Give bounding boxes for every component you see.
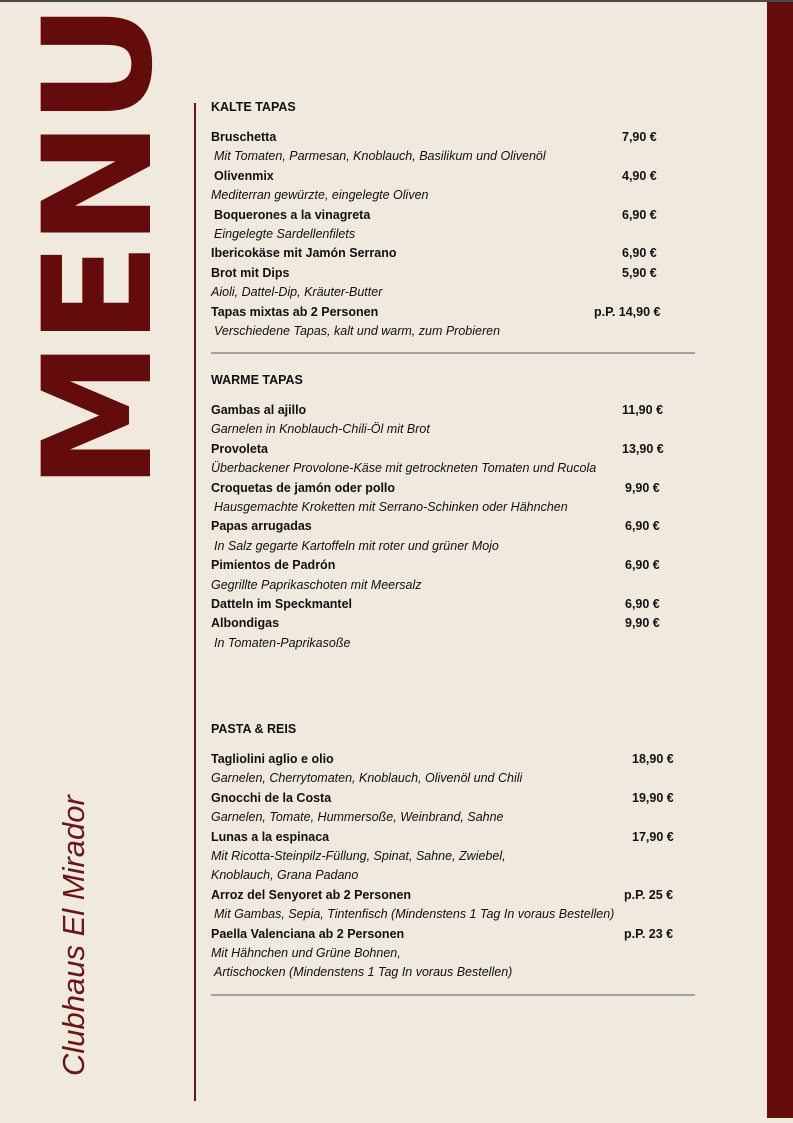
item-price: 17,90 € xyxy=(632,829,674,844)
menu-item xyxy=(211,244,695,263)
item-description-continued: Knoblauch, Grana Padano xyxy=(211,868,359,883)
top-edge xyxy=(0,0,793,2)
item-name: Arroz del Senyoret ab 2 Personen xyxy=(211,887,412,902)
item-price: 6,90 € xyxy=(625,597,660,612)
item-price: 6,90 € xyxy=(625,519,660,534)
menu-item xyxy=(211,517,695,556)
item-description: Mit Gambas, Sepia, Tintenfisch (Mindenstens 1 Tag In voraus Bestellen) xyxy=(214,907,615,922)
item-description: Hausgemachte Kroketten mit Serrano-Schinken oder Hähnchen xyxy=(214,500,568,515)
menu-title: MENU xyxy=(12,6,186,490)
item-name: Gambas al ajillo xyxy=(211,403,307,417)
item-price: 6,90 € xyxy=(622,246,657,261)
menu-item xyxy=(211,556,695,595)
item-price: 18,90 € xyxy=(632,752,674,766)
item-name: Ibericokäse mit Jamón Serrano xyxy=(211,246,397,261)
vertical-divider xyxy=(194,103,196,1101)
item-price: 7,90 € xyxy=(622,130,657,144)
item-name: Pimientos de Padrón xyxy=(211,558,336,573)
item-description: Mit Hähnchen und Grüne Bohnen, xyxy=(211,946,401,961)
item-price: 5,90 € xyxy=(622,265,657,280)
menu-item xyxy=(211,128,695,167)
menu-item xyxy=(211,167,695,206)
restaurant-name: Clubhaus El Mirador xyxy=(56,795,91,1076)
menu-item xyxy=(211,886,695,925)
item-description-continued: Artischocken (Mindenstens 1 Tag In voraus Bestellen) xyxy=(214,965,513,980)
item-description: Verschiedene Tapas, kalt und warm, zum Probieren xyxy=(214,324,501,339)
item-name: Croquetas de jamón oder pollo xyxy=(211,480,396,495)
section-title: PASTA & REIS xyxy=(211,722,297,736)
menu-item xyxy=(211,479,695,518)
menu-item xyxy=(211,264,695,303)
menu-item xyxy=(211,440,695,479)
section-pasta-reis xyxy=(211,721,695,983)
item-description: Eingelegte Sardellenfilets xyxy=(214,227,356,242)
item-price: 6,90 € xyxy=(622,207,657,222)
item-description: Garnelen in Knoblauch-Chili-Öl mit Brot xyxy=(211,422,430,437)
menu-item xyxy=(211,206,695,245)
item-name: Papas arrugadas xyxy=(211,519,312,534)
item-price: 9,90 € xyxy=(625,480,660,495)
item-name: Brot mit Dips xyxy=(211,265,290,280)
item-name: Datteln im Speckmantel xyxy=(211,597,353,612)
section-title: KALTE TAPAS xyxy=(211,100,296,114)
item-description: Gegrillte Paprikaschoten mit Meersalz xyxy=(211,577,422,592)
menu-item xyxy=(211,401,695,440)
menu-item xyxy=(211,750,695,789)
item-price: 13,90 € xyxy=(622,441,664,456)
item-name: Provoleta xyxy=(211,441,268,456)
item-description: Mit Tomaten, Parmesan, Knoblauch, Basilikum und Olivenöl xyxy=(214,149,546,164)
right-accent-bar xyxy=(767,2,793,1118)
item-name: Gnocchi de la Costa xyxy=(211,790,332,805)
item-name: Bruschetta xyxy=(211,130,277,144)
item-name: Paella Valenciana ab 2 Personen xyxy=(211,926,405,941)
menu-item xyxy=(211,595,695,614)
item-price: 4,90 € xyxy=(622,168,657,183)
item-name: Albondigas xyxy=(211,616,280,631)
menu-item xyxy=(211,614,695,653)
menu-item xyxy=(211,925,695,983)
item-price: p.P. 23 € xyxy=(624,926,674,941)
item-name: Tagliolini aglio e olio xyxy=(211,752,334,766)
item-price: 6,90 € xyxy=(625,558,660,573)
item-price: 19,90 € xyxy=(632,790,674,805)
menu-item xyxy=(211,789,695,828)
item-price: p.P. 25 € xyxy=(624,887,674,902)
item-price: 9,90 € xyxy=(625,616,660,631)
section-title: WARME TAPAS xyxy=(211,373,303,387)
menu-item xyxy=(211,828,695,886)
item-description: Aioli, Dattel-Dip, Kräuter-Butter xyxy=(211,285,383,300)
item-description: Garnelen, Cherrytomaten, Knoblauch, Olivenöl und Chili xyxy=(211,771,523,786)
item-description: Garnelen, Tomate, Hummersoße, Weinbrand, Sahne xyxy=(211,810,504,825)
item-description: Überbackener Provolone-Käse mit getrockneten Tomaten und Rucola xyxy=(211,461,597,476)
section-divider xyxy=(211,994,695,996)
menu-item xyxy=(211,303,695,342)
item-price: 11,90 € xyxy=(622,403,664,417)
item-description: Mediterran gewürzte, eingelegte Oliven xyxy=(211,188,429,203)
section-kalte-tapas xyxy=(211,99,695,341)
item-price: p.P. 14,90 € xyxy=(594,304,661,319)
item-description: In Tomaten-Paprikasoße xyxy=(214,635,351,650)
item-description: In Salz gegarte Kartoffeln mit roter und grüner Mojo xyxy=(214,538,499,553)
item-name: Olivenmix xyxy=(214,168,274,183)
section-divider xyxy=(211,352,695,354)
item-name: Lunas a la espinaca xyxy=(211,829,330,844)
item-description: Mit Ricotta-Steinpilz-Füllung, Spinat, Sahne, Zwiebel, xyxy=(211,849,506,864)
section-warme-tapas xyxy=(211,372,695,653)
item-name: Boquerones a la vinagreta xyxy=(214,207,371,222)
item-name: Tapas mixtas ab 2 Personen xyxy=(211,304,379,319)
